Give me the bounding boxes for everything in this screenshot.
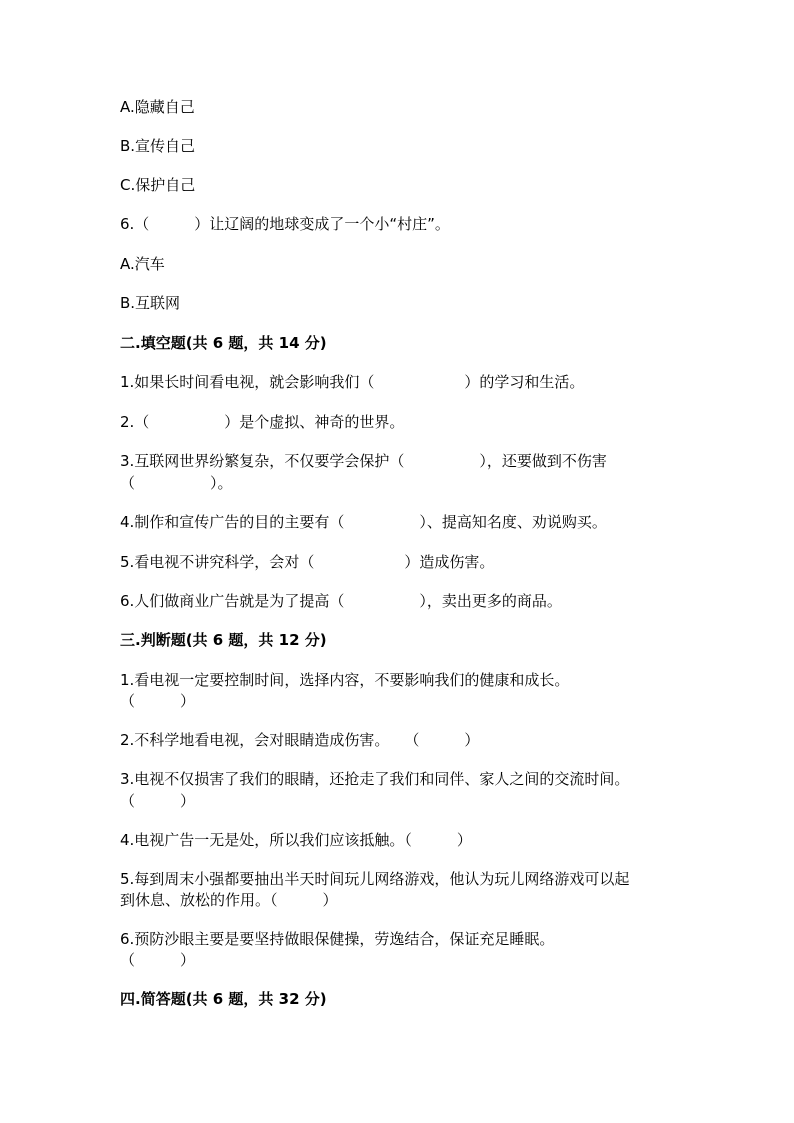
q5-option-b: B.宣传自己 [120, 137, 196, 155]
q6-stem: 6.（ ）让辽阔的地球变成了一个小“村庄”。 [120, 215, 450, 233]
q6-option-a: A.汽车 [120, 255, 165, 273]
q6-option-b: B.互联网 [120, 294, 181, 312]
fill-blank-item-3: 3.互联网世界纷繁复杂，不仅要学会保护（ ），还要做到不伤害 [120, 452, 607, 470]
fill-blank-item-5: 5.看电视不讲究科学，会对（ ）造成伤害。 [120, 553, 495, 571]
fill-blank-item-3-cont: （ ）。 [120, 474, 233, 492]
short-answer-heading: 四.简答题(共 6 题，共 32 分) [120, 990, 327, 1008]
true-false-heading: 三.判断题(共 6 题，共 12 分) [120, 631, 327, 649]
true-false-item-2: 2.不科学地看电视，会对眼睛造成伤害。 （ ） [120, 731, 480, 749]
fill-blank-item-1: 1.如果长时间看电视，就会影响我们（ ）的学习和生活。 [120, 373, 585, 391]
true-false-item-6-blank: （ ） [120, 951, 196, 969]
fill-blank-item-6: 6.人们做商业广告就是为了提高（ ），卖出更多的商品。 [120, 592, 562, 610]
true-false-item-1-blank: （ ） [120, 692, 196, 710]
true-false-item-1: 1.看电视一定要控制时间，选择内容，不要影响我们的健康和成长。 [120, 671, 570, 689]
fill-blank-heading: 二.填空题(共 6 题，共 14 分) [120, 334, 327, 352]
true-false-item-5: 5.每到周末小强都要抽出半天时间玩儿网络游戏，他认为玩儿网络游戏可以起 [120, 870, 630, 888]
true-false-item-4: 4.电视广告一无是处，所以我们应该抵触。（ ） [120, 831, 472, 849]
q5-option-a: A.隐藏自己 [120, 98, 195, 116]
q5-option-c: C.保护自己 [120, 176, 196, 194]
true-false-item-3-blank: （ ） [120, 792, 196, 810]
fill-blank-item-2: 2.（ ）是个虚拟、神奇的世界。 [120, 413, 405, 431]
true-false-item-5-cont: 到休息、放松的作用。（ ） [120, 891, 338, 909]
true-false-item-3: 3.电视不仅损害了我们的眼睛，还抢走了我们和同伴、家人之间的交流时间。 [120, 770, 630, 788]
fill-blank-item-4: 4.制作和宣传广告的目的主要有（ ）、提高知名度、劝说购买。 [120, 513, 607, 531]
true-false-item-6: 6.预防沙眼主要是要坚持做眼保健操，劳逸结合，保证充足睡眠。 [120, 930, 555, 948]
